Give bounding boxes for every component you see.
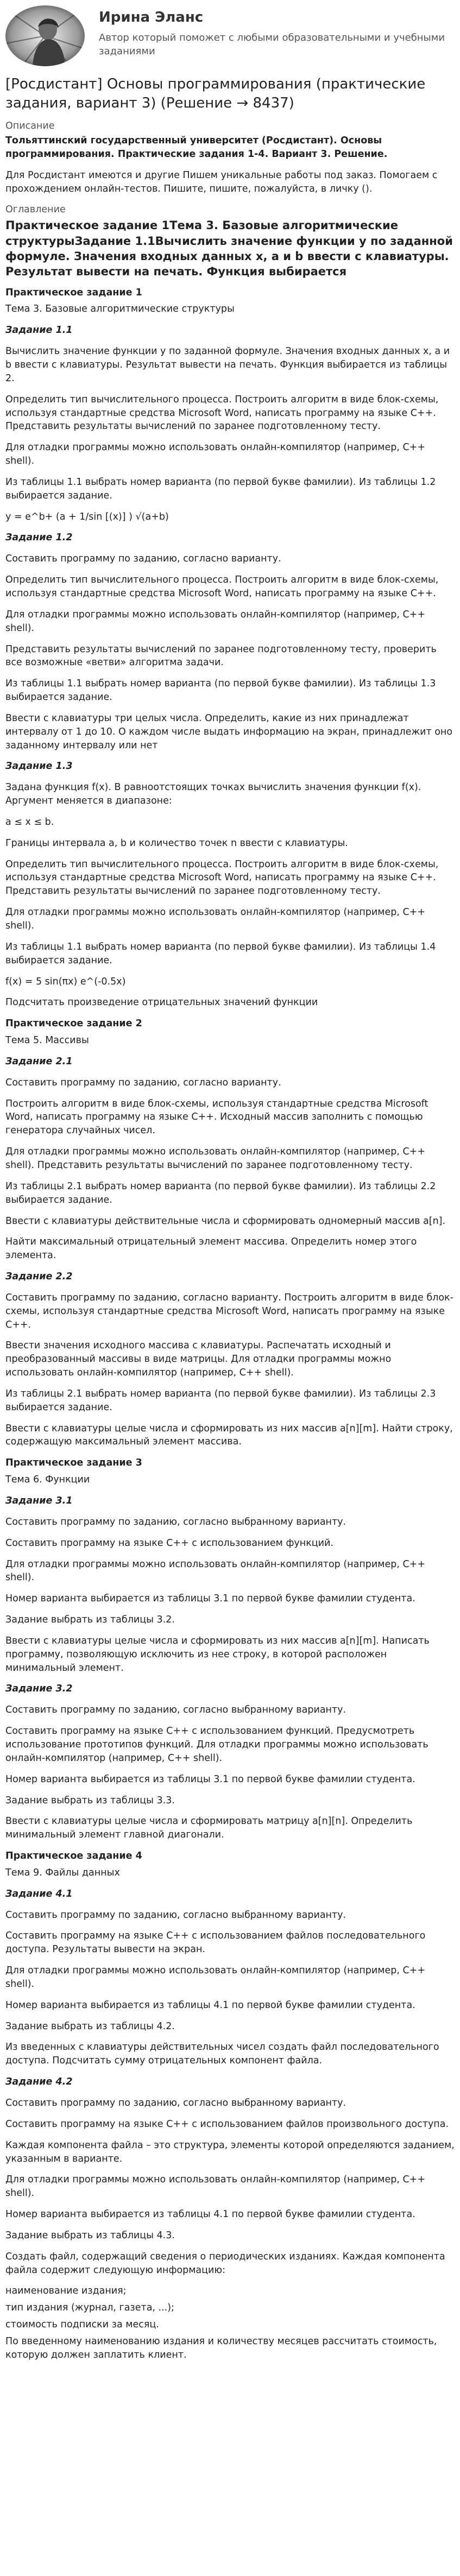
paragraph: Для отладки программы можно использовать онлайн-компилятор (например, C++ shell). [5,609,426,634]
paragraph: Определить тип вычислительного процесса. Построить алгоритм в виде блок-схемы, используя стандартные средства Microsoft Word, написать программу на языке С++. [5,574,439,599]
description-bold: Тольяттинский государственный университет (Росдистант). Основы программирования. Практические задания 1-4. Вариант 3. Решение. [5,135,388,160]
bullet-item: тип издания (журнал, газета, ...); [5,2302,174,2314]
section-heading: Практическое задание 3 [5,1457,142,1469]
paragraph: Составить программу на языке С++ с использованием функций. [5,1537,333,1549]
author-info [99,5,455,58]
author-name[interactable]: Ирина Эланс [99,9,204,26]
paragraph: Составить программу по заданию, согласно варианту. Построить алгоритм в виде блок-схемы, используя стандартные средства Microsoft Word, написать программу на языке С++. [5,1292,453,1330]
task-heading: Задание 3.2 [5,1683,73,1695]
paragraph: Ввести с клавиатуры целые числа и сформировать матрицу a[n][n]. Определить минимальный элемент главной диагонали. [5,1816,413,1841]
paragraph: Из таблицы 1.1 выбрать номер варианта (по первой букве фамилии). Из таблицы 1.3 выбирается задание. [5,678,436,703]
avatar-image [5,5,85,66]
paragraph: Номер варианта выбирается из таблицы 4.1 по первой букве фамилии студента. [5,1999,415,2011]
paragraph: Составить программу на языке С++ с использованием файлов последовательного доступа. Результаты вывести на экран. [5,1930,426,1955]
section-heading: Практическое задание 1 [5,287,142,298]
paragraph: Номер варианта выбирается из таблицы 3.1 по первой букве фамилии студента. [5,1593,415,1605]
paragraph: Границы интервала а, b и количество точек n ввести с клавиатуры. [5,837,348,849]
paragraph: f(x) = 5 sin(πx) e^(-0.5x) [5,976,126,987]
paragraph: Для отладки программы можно использовать онлайн-компилятор (например, C++ shell). [5,1558,426,1583]
paragraph: Из таблицы 1.1 выбрать номер варианта (по первой букве фамилии). Из таблицы 1.4 выбирается задание. [5,941,436,966]
paragraph: Составить программу по заданию, согласно выбранному варианту. [5,1909,346,1921]
paragraph: Определить тип вычислительного процесса. Построить алгоритм в виде блок-схемы, используя стандартные средства Microsoft Word, написать программу на языке С++. Представить результаты вычислений по заранее подготовленному тесту. [5,394,439,432]
paragraph: Ввести значения исходного массива с клавиатуры. Распечатать исходный и преобразованный массивы в виде матрицы. Для отладки программы можно использовать онлайн-компилятор (например, C++ shell). [5,1340,392,1379]
bullet-item: наименование издания; [5,2285,127,2297]
paragraph: Создать файл, содержащий сведения о периодических изданиях. Каждая компонента файла содержит следующую информацию: [5,2251,445,2276]
toc-heading: Практическое задание 1Тема 3. Базовые алгоритмические структурыЗадание 1.1Вычислить значение функции у по заданной формуле. Значения входных данных х, а и b ввести с клавиатуры. Результат вывести на печать. Функция выбирается [5,219,453,279]
paragraph: Тема 6. Функции [5,1474,90,1486]
paragraph: Составить программу по заданию, согласно варианту. [5,1077,281,1088]
paragraph: Составить программу по заданию, согласно варианту. [5,553,281,565]
task-heading: Задание 2.1 [5,1056,73,1067]
paragraph: Для отладки программы можно использовать онлайн-компилятор (например, C++ shell). [5,907,426,931]
paragraph: Ввести с клавиатуры целые числа и сформировать из них массив a[n][m]. Найти строку, содержащую максимальный элемент массива. [5,1423,453,1448]
paragraph: Из таблицы 2.1 выбрать номер варианта (по первой букве фамилии). Из таблицы 2.3 выбирается задание. [5,1388,436,1413]
paragraph: Составить программу на языке С++ с использованием функций. Предусмотреть использование прототипов функций. Для отладки программы можно использовать онлайн-компилятор (например, C++ shell). [5,1726,429,1764]
paragraph: Определить тип вычислительного процесса. Построить алгоритм в виде блок-схемы, используя стандартные средства Microsoft Word, написать программу на языке С++. Представить результаты вычислений по заранее подготовленному тесту. [5,858,439,897]
paragraph: Построить алгоритм в виде блок-схемы, используя стандартные средства Microsoft Word, написать программу на языке С++. Исходный массив заполнить с помощью генератора случайных чисел. [5,1098,429,1137]
task-heading: Задание 2.2 [5,1271,73,1283]
section-heading: Практическое задание 2 [5,1018,142,1030]
avatar[interactable] [5,5,85,66]
author-description: Автор который поможет с любыми образовательными и учебными заданиями [99,31,445,58]
page-title: [Росдистант] Основы программирования (практические задания, вариант 3) (Решение → 8437) [5,76,426,112]
paragraph: у = e^b+ (a + 1/sin [(x)] ) √(a+b) [5,511,169,522]
task-heading: Задание 4.1 [5,1888,73,1899]
paragraph: Представить результаты вычислений по заранее подготовленному тесту, проверить все возможные «ветви» алгоритма задачи. [5,643,437,668]
section-heading: Практическое задание 4 [5,1851,142,1862]
paragraph: Задание выбрать из таблицы 3.2. [5,1614,175,1626]
paragraph: Задание выбрать из таблицы 4.2. [5,2021,175,2032]
paragraph: Из введенных с клавиатуры действительных чисел создать файл последовательного доступа. Подсчитать сумму отрицательных компонент файла. [5,2042,439,2067]
task-heading: Задание 4.2 [5,2076,73,2088]
paragraph: Ввести с клавиатуры целые числа и сформировать из них массив a[n][m]. Написать программу, позволяющую исключить из нее строку, в которой расположен минимальный элемент. [5,1635,430,1674]
description-label: Описание [5,121,55,132]
paragraph: Тема 9. Файлы данных [5,1867,120,1878]
task-heading: Задание 3.1 [5,1495,73,1506]
paragraph: Для отладки программы можно использовать онлайн-компилятор (например, C++ shell). [5,2174,426,2199]
paragraph: Для отладки программы можно использовать онлайн-компилятор (например, C++ shell). [5,1965,426,1990]
bullet-item: стоимость подписки за месяц. [5,2319,159,2331]
paragraph: a ≤ x ≤ b. [5,816,54,828]
paragraph: Ввести с клавиатуры три целых числа. Определить, какие из них принадлежат интервалу от 1 до 10. О каждом числе выдать информацию на экран, принадлежит оно заданному интервалу или нет [5,712,453,751]
paragraph: Составить программу по заданию, согласно выбранному варианту. [5,1704,346,1716]
paragraph: Задание выбрать из таблицы 3.3. [5,1795,175,1806]
paragraph: Тема 5. Массивы [5,1035,89,1046]
paragraph: Номер варианта выбирается из таблицы 4.1 по первой букве фамилии студента. [5,2209,415,2220]
paragraph: Подсчитать произведение отрицательных значений функции [5,997,318,1008]
paragraph: По введенному наименованию издания и количеству месяцев рассчитать стоимость, которую должен заплатить клиент. [5,2335,437,2360]
paragraph: Номер варианта выбирается из таблицы 3.1 по первой букве фамилии студента. [5,1773,415,1785]
paragraph: Для отладки программы можно использовать онлайн-компилятор (например, C++ shell). Представить результаты вычислений по заранее подготовленному тесту. [5,1146,426,1171]
task-heading: Задание 1.2 [5,532,73,544]
author-header [5,0,455,68]
paragraph: Тема 3. Базовые алгоритмические структуры [5,304,235,315]
paragraph: Для отладки программы можно использовать онлайн-компилятор (например, C++ shell). [5,442,426,467]
paragraph: Составить программу по заданию, согласно выбранному варианту. [5,2098,346,2108]
toc-label: Оглавление [5,204,66,216]
paragraph: Вычислить значение функции у по заданной формуле. Значения входных данных х, а и b ввести с клавиатуры. Результат вывести на печать. Функция выбирается из таблицы 2. [5,346,450,384]
paragraph: Составить программу по заданию, согласно выбранному варианту. [5,1516,346,1527]
paragraph: Задана функция f(х). В равноотстоящих точках вычислить значения функции f(х). Аргумент меняется в диапазоне: [5,782,421,807]
paragraph: Найти максимальный отрицательный элемент массива. Определить номер этого элемента. [5,1236,417,1261]
document-content [5,286,455,2362]
paragraph: Составить программу на языке С++ с использованием файлов произвольного доступа. [5,2118,449,2130]
paragraph: Ввести с клавиатуры действительные числа и сформировать одномерный массив a[n]. [5,1215,446,1227]
description-text: Для Росдистант имеются и другие Пишем уникальные работы под заказ. Помогаем с прохождением онлайн-тестов. Пишите, пишите, пожалуйста, в личку (). [5,169,438,194]
paragraph: Каждая компонента файла – это структура, элементы которой определяются заданием, указанным в варианте. [5,2139,455,2164]
task-heading: Задание 1.3 [5,761,73,772]
task-heading: Задание 1.1 [5,325,73,336]
paragraph: Из таблицы 2.1 выбрать номер варианта (по первой букве фамилии). Из таблицы 2.2 выбирается задание. [5,1180,436,1205]
paragraph: Задание выбрать из таблицы 4.3. [5,2230,175,2241]
paragraph: Из таблицы 1.1 выбрать номер варианта (по первой букве фамилии). Из таблицы 1.2 выбирается задание. [5,476,436,501]
